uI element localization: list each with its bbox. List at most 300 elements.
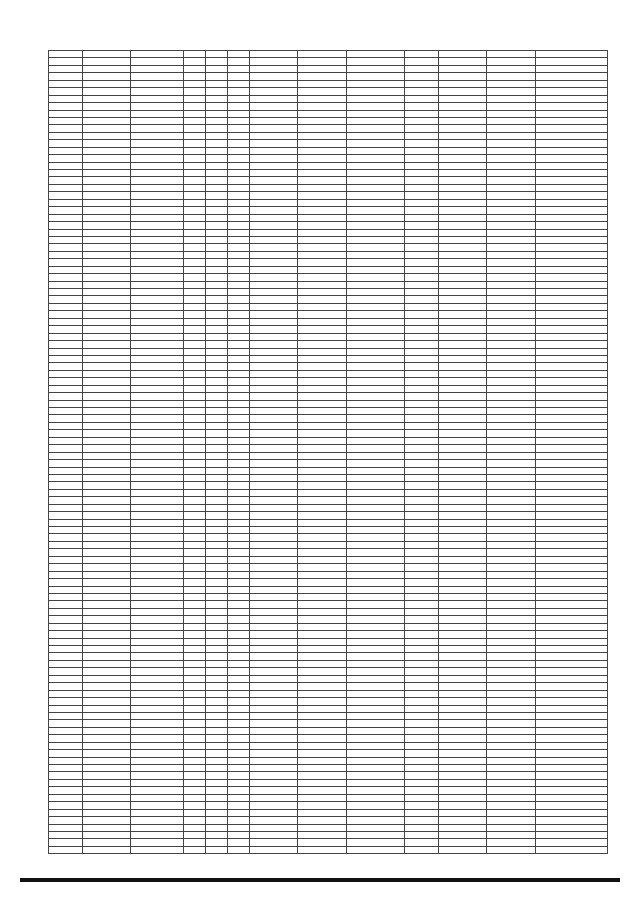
table-cell [227, 408, 249, 415]
table-cell [439, 824, 487, 831]
table-cell [250, 430, 298, 437]
table-cell [346, 378, 404, 385]
table-cell [404, 430, 438, 437]
table-cell [131, 742, 183, 749]
table-cell [131, 765, 183, 772]
table-cell [487, 452, 535, 459]
table-cell [83, 646, 131, 653]
table-cell [250, 103, 298, 110]
table-row [49, 601, 608, 608]
table-cell [49, 534, 83, 541]
table-cell [346, 274, 404, 281]
table-row [49, 73, 608, 80]
table-cell [404, 80, 438, 87]
table-cell [205, 653, 227, 660]
table-cell [404, 408, 438, 415]
table-cell [250, 683, 298, 690]
table-cell [439, 794, 487, 801]
table-row [49, 474, 608, 481]
table-cell [535, 564, 608, 571]
table-cell [487, 303, 535, 310]
table-cell [205, 177, 227, 184]
table-cell [439, 534, 487, 541]
table-cell [250, 467, 298, 474]
table-cell [487, 259, 535, 266]
table-row [49, 110, 608, 117]
table-cell [346, 303, 404, 310]
table-cell [131, 341, 183, 348]
table-cell [49, 385, 83, 392]
table-cell [250, 333, 298, 340]
table-cell [183, 355, 205, 362]
table-cell [298, 155, 346, 162]
table-cell [439, 586, 487, 593]
table-cell [346, 266, 404, 273]
table-cell [131, 646, 183, 653]
table-cell [298, 259, 346, 266]
table-cell [404, 266, 438, 273]
table-cell [49, 370, 83, 377]
table-cell [49, 132, 83, 139]
table-cell [83, 846, 131, 853]
table-row [49, 214, 608, 221]
table-cell [205, 326, 227, 333]
table-cell [298, 162, 346, 169]
table-cell [227, 274, 249, 281]
table-row [49, 712, 608, 719]
table-row [49, 534, 608, 541]
table-cell [439, 527, 487, 534]
table-cell [183, 794, 205, 801]
table-cell [131, 400, 183, 407]
table-cell [183, 51, 205, 58]
table-cell [298, 117, 346, 124]
table-cell [183, 668, 205, 675]
table-row [49, 690, 608, 697]
table-cell [227, 571, 249, 578]
table-cell [404, 631, 438, 638]
table-cell [487, 683, 535, 690]
table-cell [83, 177, 131, 184]
table-cell [183, 556, 205, 563]
table-cell [404, 705, 438, 712]
table-cell [487, 735, 535, 742]
table-cell [346, 244, 404, 251]
table-cell [49, 527, 83, 534]
table-cell [346, 132, 404, 139]
table-cell [487, 660, 535, 667]
table-cell [49, 88, 83, 95]
table-row [49, 415, 608, 422]
table-cell [131, 65, 183, 72]
table-cell [227, 549, 249, 556]
table-cell [487, 251, 535, 258]
table-cell [131, 497, 183, 504]
table-cell [205, 415, 227, 422]
table-cell [535, 281, 608, 288]
table-cell [487, 311, 535, 318]
table-cell [49, 571, 83, 578]
table-cell [205, 311, 227, 318]
table-cell [487, 177, 535, 184]
table-cell [535, 712, 608, 719]
table-cell [205, 155, 227, 162]
table-cell [205, 445, 227, 452]
table-row [49, 207, 608, 214]
table-cell [183, 244, 205, 251]
table-cell [131, 668, 183, 675]
table-cell [250, 400, 298, 407]
table-row [49, 608, 608, 615]
table-cell [131, 571, 183, 578]
table-cell [205, 363, 227, 370]
table-cell [487, 445, 535, 452]
table-cell [83, 95, 131, 102]
table-cell [49, 579, 83, 586]
table-cell [83, 311, 131, 318]
table-cell [205, 266, 227, 273]
table-cell [346, 408, 404, 415]
table-cell [49, 608, 83, 615]
table-cell [205, 103, 227, 110]
table-cell [404, 668, 438, 675]
table-cell [227, 527, 249, 534]
table-cell [205, 214, 227, 221]
table-cell [404, 742, 438, 749]
table-cell [535, 408, 608, 415]
table-cell [487, 80, 535, 87]
table-cell [183, 147, 205, 154]
table-cell [439, 408, 487, 415]
table-cell [250, 110, 298, 117]
table-cell [183, 817, 205, 824]
table-cell [250, 787, 298, 794]
table-cell [227, 281, 249, 288]
table-row [49, 363, 608, 370]
table-cell [346, 437, 404, 444]
table-cell [487, 556, 535, 563]
table-cell [346, 527, 404, 534]
table-row [49, 437, 608, 444]
table-cell [131, 162, 183, 169]
table-cell [535, 132, 608, 139]
table-cell [250, 311, 298, 318]
table-cell [487, 809, 535, 816]
table-cell [535, 772, 608, 779]
table-cell [227, 170, 249, 177]
table-cell [183, 660, 205, 667]
table-cell [205, 571, 227, 578]
table-cell [404, 482, 438, 489]
table-cell [183, 192, 205, 199]
table-cell [205, 794, 227, 801]
table-cell [439, 378, 487, 385]
table-cell [205, 489, 227, 496]
table-cell [83, 653, 131, 660]
table-cell [346, 809, 404, 816]
table-row [49, 244, 608, 251]
register-table [48, 50, 608, 854]
table-cell [298, 251, 346, 258]
table-row [49, 683, 608, 690]
table-cell [487, 489, 535, 496]
table-cell [487, 460, 535, 467]
table-cell [227, 140, 249, 147]
table-cell [250, 51, 298, 58]
table-cell [205, 712, 227, 719]
table-cell [439, 727, 487, 734]
table-cell [227, 698, 249, 705]
table-cell [205, 281, 227, 288]
table-cell [83, 184, 131, 191]
table-cell [404, 712, 438, 719]
table-cell [298, 765, 346, 772]
table-cell [205, 839, 227, 846]
table-cell [404, 593, 438, 600]
table-cell [346, 608, 404, 615]
table-cell [131, 318, 183, 325]
table-cell [298, 400, 346, 407]
table-cell [298, 348, 346, 355]
table-cell [404, 184, 438, 191]
table-cell [487, 631, 535, 638]
table-cell [404, 110, 438, 117]
table-cell [49, 125, 83, 132]
table-cell [83, 452, 131, 459]
table-row [49, 802, 608, 809]
table-cell [227, 556, 249, 563]
table-cell [298, 378, 346, 385]
table-cell [404, 281, 438, 288]
table-cell [298, 415, 346, 422]
table-cell [83, 831, 131, 838]
table-cell [49, 831, 83, 838]
table-cell [439, 646, 487, 653]
table-row [49, 787, 608, 794]
table-cell [346, 831, 404, 838]
table-cell [346, 720, 404, 727]
table-row [49, 147, 608, 154]
table-cell [131, 251, 183, 258]
table-cell [49, 497, 83, 504]
table-cell [439, 742, 487, 749]
table-cell [439, 638, 487, 645]
table-cell [227, 192, 249, 199]
table-cell [298, 653, 346, 660]
table-cell [439, 601, 487, 608]
table-cell [227, 326, 249, 333]
table-cell [250, 155, 298, 162]
table-cell [404, 103, 438, 110]
table-row [49, 266, 608, 273]
table-cell [250, 259, 298, 266]
table-row [49, 698, 608, 705]
table-cell [205, 422, 227, 429]
table-cell [298, 712, 346, 719]
table-cell [49, 742, 83, 749]
table-cell [83, 199, 131, 206]
table-cell [250, 437, 298, 444]
table-cell [227, 519, 249, 526]
table-cell [535, 117, 608, 124]
table-cell [49, 326, 83, 333]
table-row [49, 393, 608, 400]
table-cell [346, 214, 404, 221]
table-cell [487, 705, 535, 712]
table-cell [183, 437, 205, 444]
table-cell [487, 690, 535, 697]
table-cell [250, 177, 298, 184]
table-cell [346, 512, 404, 519]
table-cell [250, 460, 298, 467]
table-cell [205, 296, 227, 303]
table-cell [227, 110, 249, 117]
table-cell [183, 802, 205, 809]
table-cell [535, 474, 608, 481]
table-cell [298, 809, 346, 816]
table-cell [183, 497, 205, 504]
table-cell [487, 668, 535, 675]
table-cell [298, 370, 346, 377]
table-cell [183, 184, 205, 191]
table-cell [487, 236, 535, 243]
table-cell [439, 393, 487, 400]
table-cell [131, 586, 183, 593]
table-cell [346, 348, 404, 355]
table-cell [227, 355, 249, 362]
table-cell [404, 251, 438, 258]
table-cell [439, 660, 487, 667]
table-cell [487, 616, 535, 623]
table-cell [439, 735, 487, 742]
table-cell [205, 474, 227, 481]
table-cell [535, 504, 608, 511]
table-cell [205, 207, 227, 214]
table-row [49, 326, 608, 333]
table-cell [183, 757, 205, 764]
table-cell [83, 385, 131, 392]
table-cell [346, 787, 404, 794]
table-cell [227, 222, 249, 229]
table-cell [49, 303, 83, 310]
table-cell [298, 303, 346, 310]
table-cell [346, 742, 404, 749]
table-cell [535, 802, 608, 809]
table-cell [83, 779, 131, 786]
table-cell [250, 199, 298, 206]
table-cell [487, 355, 535, 362]
table-cell [298, 831, 346, 838]
table-cell [131, 556, 183, 563]
table-cell [439, 281, 487, 288]
table-row [49, 370, 608, 377]
table-cell [205, 430, 227, 437]
table-cell [83, 794, 131, 801]
table-cell [439, 482, 487, 489]
table-cell [49, 311, 83, 318]
table-cell [346, 326, 404, 333]
table-cell [298, 73, 346, 80]
table-cell [227, 787, 249, 794]
table-row [49, 735, 608, 742]
table-cell [404, 794, 438, 801]
table-cell [404, 817, 438, 824]
table-cell [298, 787, 346, 794]
table-cell [346, 549, 404, 556]
table-cell [535, 303, 608, 310]
table-cell [298, 132, 346, 139]
table-cell [487, 675, 535, 682]
table-row [49, 489, 608, 496]
table-cell [346, 683, 404, 690]
table-cell [49, 140, 83, 147]
table-cell [439, 303, 487, 310]
table-row [49, 192, 608, 199]
table-cell [83, 408, 131, 415]
table-cell [183, 311, 205, 318]
table-cell [205, 222, 227, 229]
table-cell [404, 727, 438, 734]
table-cell [487, 132, 535, 139]
table-cell [298, 445, 346, 452]
table-cell [49, 460, 83, 467]
table-cell [298, 846, 346, 853]
table-cell [346, 690, 404, 697]
table-cell [439, 519, 487, 526]
table-cell [131, 155, 183, 162]
table-cell [205, 51, 227, 58]
table-cell [205, 251, 227, 258]
table-cell [183, 742, 205, 749]
table-cell [49, 750, 83, 757]
table-cell [535, 579, 608, 586]
table-cell [404, 311, 438, 318]
table-cell [83, 103, 131, 110]
table-cell [205, 757, 227, 764]
table-cell [131, 408, 183, 415]
table-cell [131, 504, 183, 511]
table-cell [487, 839, 535, 846]
table-cell [535, 65, 608, 72]
table-cell [346, 311, 404, 318]
table-cell [227, 229, 249, 236]
table-cell [535, 794, 608, 801]
table-cell [535, 222, 608, 229]
table-cell [183, 579, 205, 586]
table-cell [49, 341, 83, 348]
table-cell [49, 735, 83, 742]
table-cell [250, 281, 298, 288]
table-cell [227, 720, 249, 727]
table-cell [298, 318, 346, 325]
table-cell [183, 385, 205, 392]
table-cell [83, 170, 131, 177]
table-cell [227, 705, 249, 712]
table-cell [535, 765, 608, 772]
table-cell [535, 586, 608, 593]
table-cell [404, 660, 438, 667]
table-cell [439, 155, 487, 162]
table-cell [205, 683, 227, 690]
table-cell [439, 489, 487, 496]
table-cell [404, 318, 438, 325]
table-cell [535, 482, 608, 489]
table-cell [298, 817, 346, 824]
table-cell [535, 363, 608, 370]
table-row [49, 281, 608, 288]
table-cell [487, 727, 535, 734]
table-cell [131, 482, 183, 489]
